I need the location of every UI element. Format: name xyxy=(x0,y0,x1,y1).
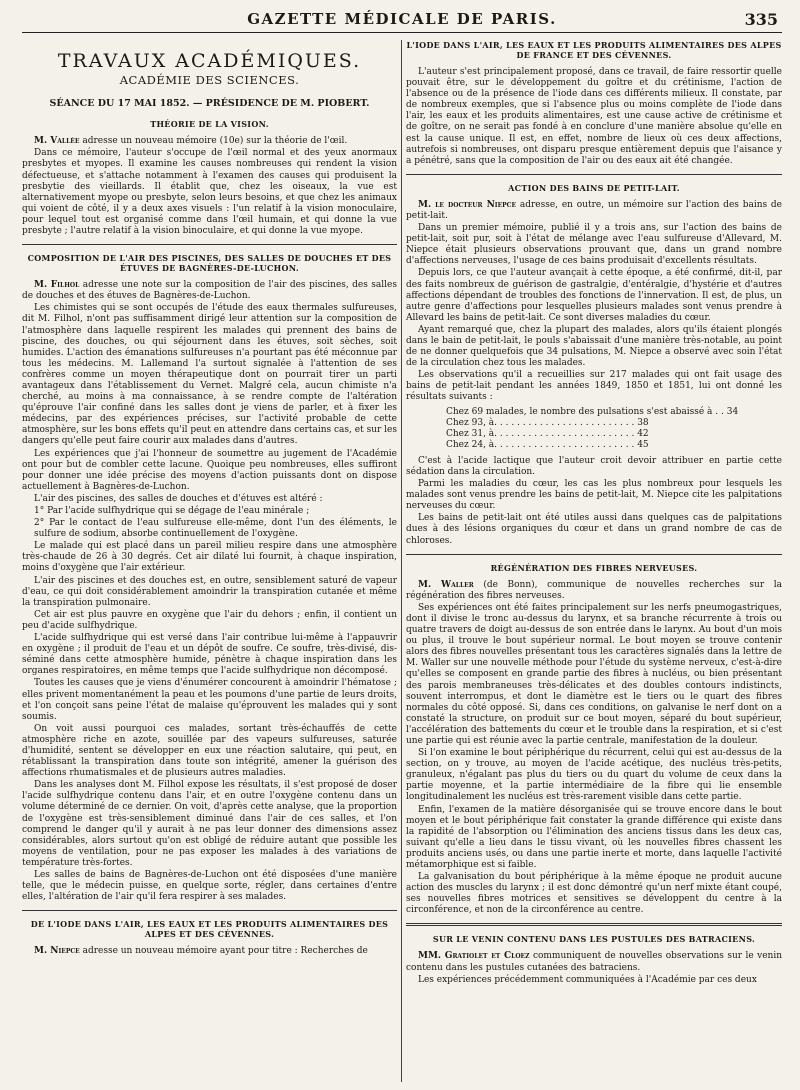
section-heading-venin: SUR LE VENIN CONTENU DANS LES PUSTULES DES BATRACIENS. xyxy=(432,934,756,945)
paragraph: Dans ce mémoire, l'auteur s'occupe de l'œil normal et des yeux anormaux presbytes et myopes. Il examine les causes nombreuses qui rendent la vision défectueuse, et s'attache notamment à l'examen des causes qui produisent la presbytie des vieillards. Il établit que, chez les oiseaux, la vue est alternativement myope ou presbyte, selon leurs besoins, et que chez les animaux qui voient de côté, il y a deux axes visuels : l'un relatif à la vision monoculaire, pour lequel tout est organisé comme dans l'œil humain, et qui donne la vue presbyte ; l'autre relatif à la vision binoculaire, et qui donne la vue myope. xyxy=(22,148,397,237)
paragraph: MM. Gratiolet et Cloez communiquent de nouvelles observations sur le venin contenu dans les pustules cutanées des batraciens. xyxy=(406,951,782,973)
author-name: M. le docteur Niepce xyxy=(418,199,517,210)
paragraph: L'acide sulfhydrique qui est versé dans l'air contribue lui-même à l'appauvrir en oxygène ; il produit de l'eau et un dépôt de soufre. Ce soufre, très-divisé, dis-séminé dans cette atmosphère humide, pénètre à chaque inspiration dans les organes respiratoires, en même temps que l'acide sulfhydrique non décomposé. xyxy=(22,633,397,677)
section-divider xyxy=(22,910,397,911)
paragraph: Cet air est plus pauvre en oxygène que l'air du dehors ; enfin, il contient un peu d'acide sulfhydrique. xyxy=(22,609,397,631)
section-heading-vision: THÉORIE DE LA VISION. xyxy=(150,119,269,130)
section-divider xyxy=(22,244,397,245)
author-name: M. Waller xyxy=(418,579,474,590)
paragraph: M. le docteur Niepce adresse, en outre, un mémoire sur l'action des bains de petit-lait. xyxy=(406,199,782,221)
academy-title: ACADÉMIE DES SCIENCES. xyxy=(119,73,300,88)
section-heading-fibres: RÉGÉNÉRATION DES FIBRES NERVEUSES. xyxy=(490,562,698,573)
section-heading-bains: ACTION DES BAINS DE PETIT-LAIT. xyxy=(508,182,680,193)
paragraph: M. Waller (de Bonn), communique de nouvelles recherches sur la régénération des fibres nerveuses. xyxy=(406,579,782,601)
paragraph: M. Niepce adresse un nouveau mémoire ayant pour titre : Recherches de xyxy=(34,946,368,957)
right-column xyxy=(406,40,782,1082)
paragraph: Depuis lors, ce que l'auteur avançait à cette époque, a été confirmé, dit-il, par des faits nombreux de guérison de gastralgie, d'entéralgie, d'hystérie et d'autres affections dépendant de troubles des fonctions de l'innervation. Il est, de plus, un autre genre d'affections pour lesquelles plusieurs malades sont venus prendre à Allevard les bains de petit-lait. Ce sont diverses maladies du cœur. xyxy=(406,268,782,323)
paragraph: Si l'on examine le bout périphérique du récurrent, celui qui est au-dessus de la section, on y trouve, au moyen de l'acide acétique, des nucléus très-petits, granuleux, n'égalant pas plus du tiers ou du quart du volume de ceux dans la partie moyenne, et la partie intermédiaire de la fibre qui lie ensemble longitudinalement les nucléus est très-rarement visible dans cette partie. xyxy=(406,748,782,803)
running-header xyxy=(22,6,782,33)
paragraph: Les expériences précédemment communiquées à l'Académie par ces deux xyxy=(418,974,757,985)
paragraph: C'est à l'acide lactique que l'auteur croit devoir attribuer en partie cette sédation dans la circulation. xyxy=(406,455,782,477)
author-name: M. Filhol xyxy=(34,280,80,291)
paragraph: Les bains de petit-lait ont été utiles aussi dans quelques cas de palpitations dues à des lésions organiques du cœur et dans un grand nombre de cas de chloroses. xyxy=(406,513,782,546)
paragraph: Toutes les causes que je viens d'énumérer concourent à amoindrir l'hématose ; elles privent momentanément la peau et les poumons d'une partie de leurs droits, et l'on conçoit sans peine l'état de malaise qu'éprouvent les malades qui y sont soumis. xyxy=(22,678,397,722)
section-heading-iode-continued: L'IODE DANS L'AIR, LES EAUX ET LES PRODUITS ALIMENTAIRES DES ALPES DE FRANCE ET DES CÉVENNES. xyxy=(406,40,782,60)
journal-title: GAZETTE MÉDICALE DE PARIS. xyxy=(247,10,557,28)
left-column xyxy=(22,40,397,1082)
page-number: 335 xyxy=(744,10,778,29)
author-name: M. Niepce xyxy=(34,946,80,957)
paragraph: La galvanisation du bout périphérique à la même époque ne produit aucune action des muscles du larynx ; il est donc démontré qu'un nerf mixte étant coupé, ses nouvelles fibres motrices et sensitives se développent du centre à la circonférence, et non de la circonférence au centre. xyxy=(406,872,782,916)
paragraph: Parmi les maladies du cœur, les cas les plus nombreux pour lesquels les malades sont venus prendre les bains de petit-lait, M. Niepce cite les palpitations nerveuses du cœur. xyxy=(406,479,782,512)
paragraph: M. Vallée adresse un nouveau mémoire (10e) sur la théorie de l'œil. xyxy=(34,136,348,147)
paragraph: Les expériences que j'ai l'honneur de soumettre au jugement de l'Académie ont pour but de combler cette lacune. Quoique peu nombreuses, elles suffiront pour donner une idée précise des moyens d'action puissants dont on dispose actuellement à Bagnères-de-Luchon. xyxy=(22,448,397,492)
session-line: SÉANCE DU 17 MAI 1852. — PRÉSIDENCE DE M. PIOBERT. xyxy=(49,98,370,110)
section-divider xyxy=(406,554,782,555)
paragraph: Enfin, l'examen de la matière désorganisée qui se trouve encore dans le bout moyen et le bout périphérique fait constater la grande différence qui existe dans la rapidité de l'absorption ou l'élimination des anciens tissus dans les deux cas, suivant qu'elle a lieu dans le tissu vivant, où les nouvelles fibres chassent les produits anciens usés, ou dans une partie inerte et morte, dans laquelle l'activité métamorphique est si faible. xyxy=(406,804,782,870)
paragraph: M. Filhol adresse une note sur la composition de l'air des piscines, des salles de douches et des étuves de Bagnères-de-Luchon. xyxy=(22,280,397,302)
list-item: Chez 31, à. . . . . . . . . . . . . . . . . . . . . . . . . 42 xyxy=(446,428,649,439)
paragraph: Ses expériences ont été faites principalement sur les nerfs pneumogastriques, dont il divise le tronc au-dessus du larynx, et sa branche récurrente à trois ou quatre travers de doigt au-dessus de son entrée dans le larynx. Au bout d'un mois ou plus, il trouve le bout supérieur normal. Le bout moyen se trouve contenir alors des fibres nouvelles présentant tous les caractères signalés dans la lettre de M. Waller sur une nouvelle méthode pour l'étude du système nerveux, c'est-à-dire qu'elles se composent en grande partie des fibres à nucléus, ou bien présentant des parois membraneuses très-délicates et des doubles contours indistincts, souvent interrompus, et dont le diamètre est le tiers ou le quart des fibres normales du côté opposé. Si, dans ces conditions, on galvanise le nerf dont on a constaté la structure, on produit sur ce bout moyen, séparé du bout supérieur, l'accélération des battements du cœur et le trouble dans la respiration, et si c'est une partie qui est réunie avec la partie centrale, manifestation de la douleur. xyxy=(406,602,782,746)
paragraph: L'auteur s'est principalement proposé, dans ce travail, de faire ressortir quelle pouvait être, sur le développement du goître et du crétinisme, l'action de l'absence ou de la présence de l'iode dans ces différents milieux. Il constate, par de nombreux exemples, que si l'absence plus ou moins complète de l'iode dans l'air, les eaux et les produits alimentaires, est une cause active de crétinisme et de goître, on ne serait pas fondé à en conclure d'une manière absolue qu'elle en est la cause unique. Il est, en effet, nombre de lieux où ces deux affections, autrefois si nombreuses, ont disparu presque entièrement depuis que l'aisance y a pénétré, sans que la composition de l'air ou des eaux ait été changée. xyxy=(406,67,782,166)
section-heading-iode: DE L'IODE DANS L'AIR, LES EAUX ET LES PRODUITS ALIMENTAIRES DES ALPES ET DES CÉVENNES. xyxy=(30,919,389,940)
paragraph: Le malade qui est placé dans un pareil milieu respire dans une atmosphère très-chaude de 26 à 30 degrés. Cet air dilaté lui fournit, à chaque inspiration, moins d'oxygène que l'air extérieur. xyxy=(22,541,397,574)
main-title: TRAVAUX ACADÉMIQUES. xyxy=(57,50,362,72)
list-item: Chez 69 malades, le nombre des pulsations s'est abaissé à . . 34 xyxy=(446,406,739,417)
section-divider xyxy=(406,174,782,175)
list-item: Chez 24, à. . . . . . . . . . . . . . . . . . . . . . . . . 45 xyxy=(446,439,649,450)
columns xyxy=(22,40,782,1082)
paragraph: On voit aussi pourquoi ces malades, sortant très-échauffés de cette atmosphère riche en azote, souillée par des vapeurs sulfureuses, saturée d'humidité, sentent se développer en eux une réaction salutaire, qui peut, en rétablissant la transpiration dans toute son intégrité, amener la guérison des affections rhumatismales et de plusieurs autres maladies. xyxy=(22,723,397,779)
paragraph: Les observations qu'il a recueillies sur 217 malades qui ont fait usage des bains de petit-lait pendant les années 1849, 1850 et 1851, lui ont donné les résultats suivants : xyxy=(406,370,782,403)
author-name: M. Vallée xyxy=(34,136,80,147)
list-item: 2° Par le contact de l'eau sulfureuse elle-même, dont l'un des éléments, le sulfure de sodium, absorbe continuellement de l'oxygène. xyxy=(34,518,397,540)
paragraph: L'air des piscines, des salles de douches et d'étuves est altéré : xyxy=(34,493,323,504)
paragraph: Dans les analyses dont M. Filhol expose les résultats, il s'est proposé de doser l'acide sulfhydrique contenu dans l'air, et en outre l'oxygène contenu dans un volume déterminé de ce dernier. On voit, d'après cette analyse, que la proportion de l'oxygène est très-sensiblement diminué dans l'air de ces salles, et l'on comprend le danger qu'il y aurait à ne pas leur donner des dimensions assez considérables, alors surtout qu'on est obligé de réduire autant que possible les moyens de ventilation, pour ne pas exposer les malades à des variations de température très-fortes. xyxy=(22,780,397,868)
list-item: Chez 93, à. . . . . . . . . . . . . . . . . . . . . . . . . 38 xyxy=(446,417,649,428)
list-item: 1° Par l'acide sulfhydrique qui se dégage de l'eau minérale ; xyxy=(34,506,310,516)
pulse-list xyxy=(406,407,782,451)
paragraph: Dans un premier mémoire, publié il y a trois ans, sur l'action des bains de petit-lait, soit pur, soit à l'état de mélange avec l'eau sulfureuse d'Allevard, M. Niepce était plusieurs observations prouvant que, dans un grand nombre d'affections nerveuses, l'usage de ces bains produisait d'excellents résultats. xyxy=(406,223,782,267)
section-heading-air: COMPOSITION DE L'AIR DES PISCINES, DES SALLES DE DOUCHES ET DES ÉTUVES DE BAGNÈRES-DE-LUCHON. xyxy=(27,253,392,274)
paragraph: L'air des piscines et des douches est, en outre, sensiblement saturé de vapeur d'eau, ce qui doit considérablement amoindrir la transpiration cutanée et même la transpiration pulmonaire. xyxy=(22,575,397,608)
section-divider xyxy=(406,923,782,926)
paragraph: Ayant remarqué que, chez la plupart des malades, alors qu'ils étaient plongés dans le bain de petit-lait, le pouls s'abaissait d'une manière très-notable, au point de ne donner quelquefois que 34 pulsations, M. Niepce a observé avec soin l'état de la circulation chez tous les malades. xyxy=(406,324,782,369)
author-name: MM. Gratiolet et Cloez xyxy=(418,951,530,962)
paragraph: Les chimistes qui se sont occupés de l'étude des eaux thermales sulfureuses, dit M. Filhol, n'ont pas suffisamment dirigé leur attention sur la composition de l'atmosphère dans laquelle respirent les malades qui prennent des bains de piscine, des douches, ou qui séjournent dans les étuves, soit sèches, soit humides. L'action des émanations sulfureuses n'a pourtant pas été méconnue par tous les médecins. M. Lallemand l'a surtout signalée à l'attention de ses confrères comme un moyen thérapeutique dont on pourrait tirer un parti avantageux dans l'établissement du Vernet. Malgré cela, aucun chimiste n'a cherché, au moins à ma connaissance, à se rendre compte de l'altération qu'éprouve l'air confiné dans les salles dont je viens de parler, et à fixer les médecins, par des expériences précises, sur l'activité probable de cette atmosphère, sur les bons effets qu'il peut en attendre dans certains cas, et sur les dangers qu'elle peut faire courir aux malades dans d'autres. xyxy=(22,303,397,447)
paragraph: Les salles de bains de Bagnères-de-Luchon ont été disposées d'une manière telle, que le médecin puisse, en quelque sorte, régler, dans certaines d'entre elles, l'altération de l'air qu'il fera respirer à ses malades. xyxy=(22,870,397,903)
column-divider xyxy=(401,40,402,1082)
